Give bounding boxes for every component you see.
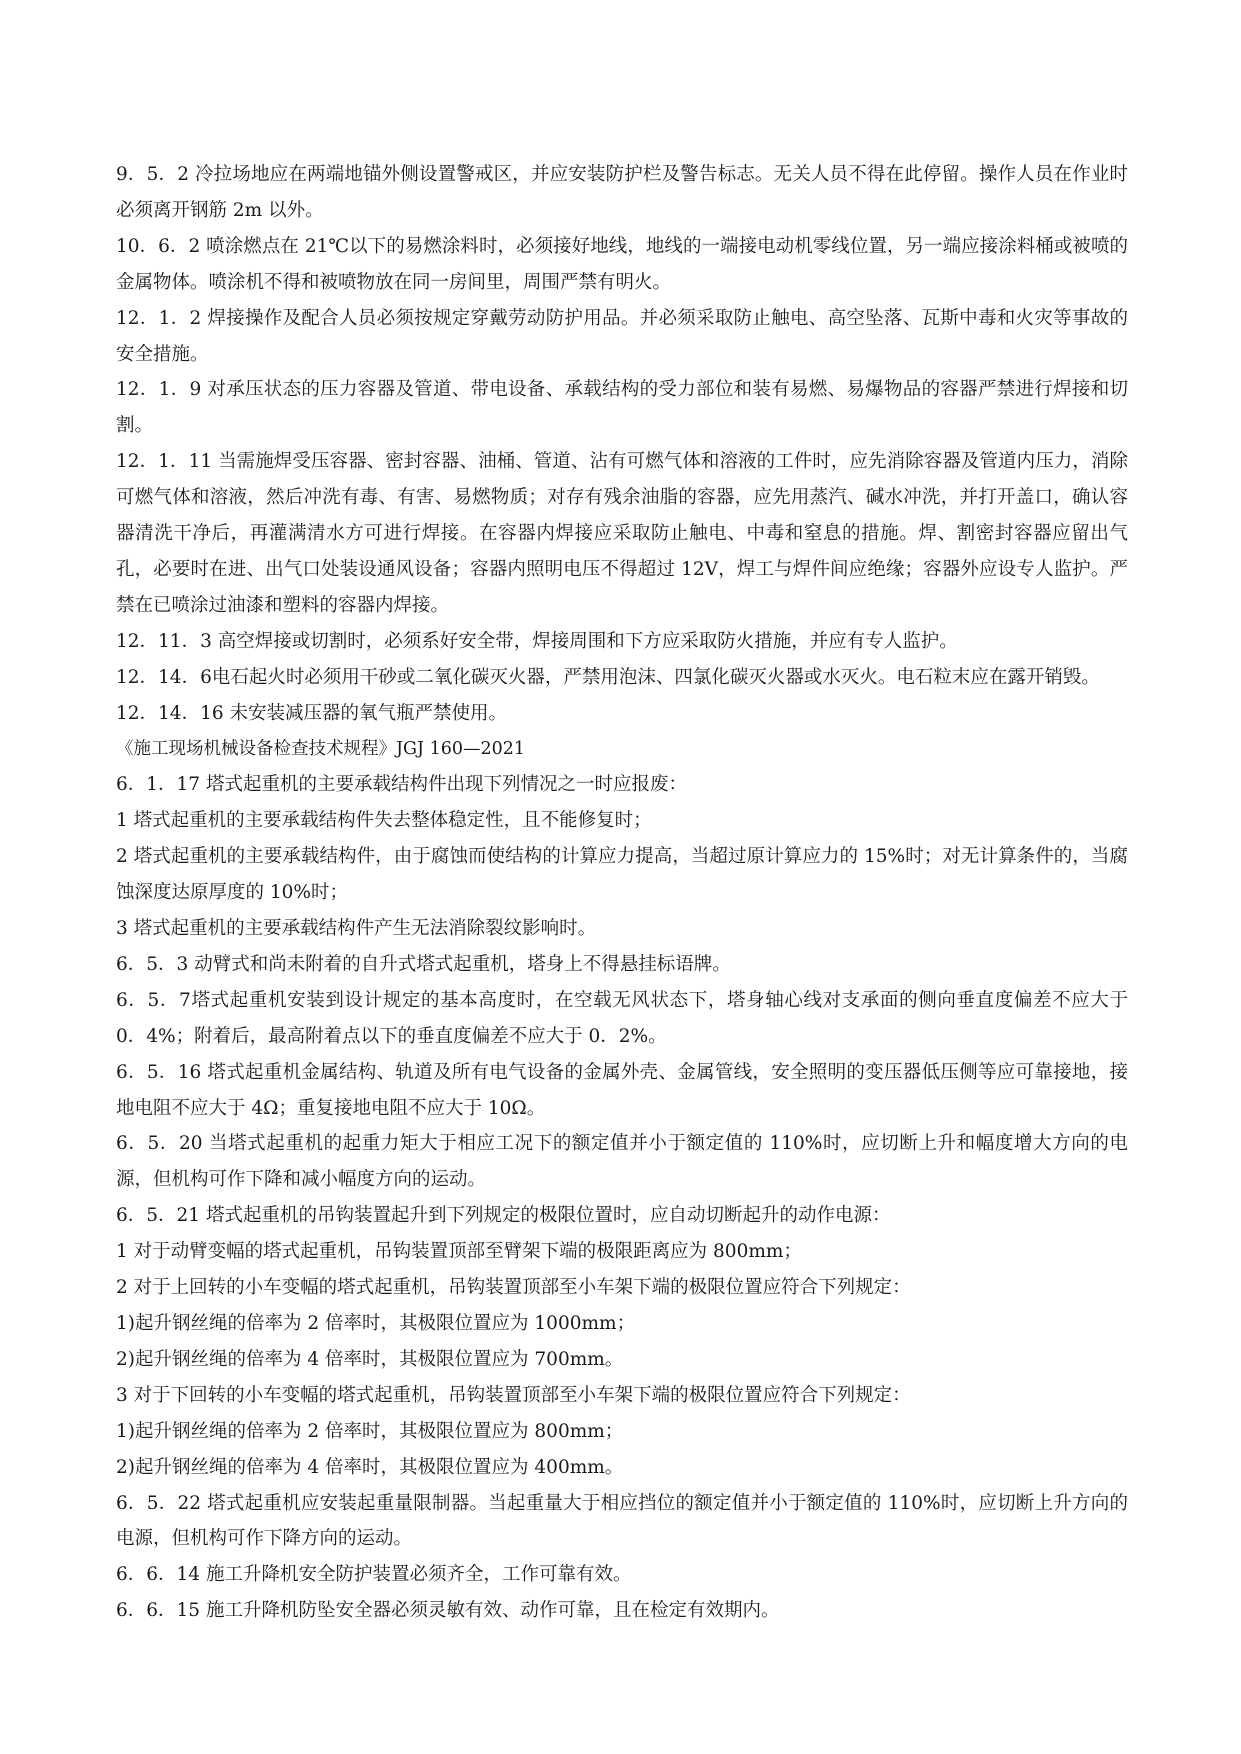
clause-6-1-17: 6．1．17 塔式起重机的主要承载结构件出现下列情况之一时应报废：: [116, 774, 687, 796]
clause-12-14-6: 12．14．6电石起火时必须用干砂或二氧化碳灭火器，严禁用泡沫、四氯化碳灭火器或水灭火。电石粒末应在露开销毁。: [116, 666, 1100, 688]
clause-12-14-16: 12．14．16 未安装减压器的氧气瓶严禁使用。: [116, 702, 508, 724]
clause-6-5-21-item-2-2: 2)起升钢丝绳的倍率为 4 倍率时，其极限位置应为 700mm。: [116, 1348, 624, 1370]
clause-6-5-16: 6．5．16 塔式起重机金属结构、轨道及所有电气设备的金属外壳、金属管线，安全照明的变压器低压侧等应可靠接地，接地电阻不应大于 4Ω；重复接地电阻不应大于 10Ω。: [116, 1061, 1128, 1119]
clause-6-5-22: 6．5．22 塔式起重机应安装起重量限制器。当起重量大于相应挡位的额定值并小于额定值的 110%时，应切断上升方向的电源，但机构可作下降方向的运动。: [116, 1492, 1128, 1550]
clause-6-1-17-item-1: 1 塔式起重机的主要承载结构件失去整体稳定性，且不能修复时；: [116, 810, 652, 832]
clause-9-5-2: 9．5．2 冷拉场地应在两端地锚外侧设置警戒区，并应安装防护栏及警告标志。无关人员不得在此停留。操作人员在作业时必须离开钢筋 2m 以外。: [116, 164, 1128, 221]
clause-12-11-3: 12．11．3 高空焊接或切割时，必须系好安全带，焊接周围和下方应采取防火措施，并应有专人监护。: [116, 630, 958, 652]
clause-6-5-21: 6．5．21 塔式起重机的吊钩装置起升到下列规定的极限位置时，应自动切断起升的动作电源：: [116, 1205, 891, 1227]
clause-6-5-21-item-2: 2 对于上回转的小车变幅的塔式起重机，吊钩装置顶部至小车架下端的极限位置应符合下列规定：: [116, 1277, 911, 1299]
clause-6-6-14: 6．6．14 施工升降机安全防护装置必须齐全，工作可靠有效。: [116, 1564, 632, 1586]
clause-6-1-17-item-2: 2 塔式起重机的主要承载结构件，由于腐蚀而使结构的计算应力提高，当超过原计算应力的 15%时；对无计算条件的，当腐蚀深度达原厚度的 10%时；: [116, 846, 1128, 904]
clause-6-1-17-item-3: 3 塔式起重机的主要承载结构件产生无法消除裂纹影响时。: [116, 918, 597, 940]
clause-12-1-9: 12．1．9 对承压状态的压力容器及管道、带电设备、承载结构的受力部位和装有易燃、易爆物品的容器严禁进行焊接和切割。: [116, 379, 1128, 437]
clause-6-5-7: 6．5．7塔式起重机安装到设计规定的基本高度时，在空载无风状态下，塔身轴心线对支承面的侧向垂直度偏差不应大于 0．4%；附着后，最高附着点以下的垂直度偏差不应大于 0．2%。: [116, 989, 1128, 1047]
clause-6-5-21-item-1: 1 对于动臂变幅的塔式起重机，吊钩装置顶部至臂架下端的极限距离应为 800mm；: [116, 1241, 802, 1263]
clause-10-6-2: 10．6．2 喷涂燃点在 21℃以下的易燃涂料时，必须接好地线，地线的一端接电动机零线位置，另一端应接涂料桶或被喷的金属物体。喷涂机不得和被喷物放在同一房间里，周围严禁有明火。: [116, 235, 1128, 293]
clause-12-1-2: 12．1．2 焊接操作及配合人员必须按规定穿戴劳动防护用品。并必须采取防止触电、高空坠落、瓦斯中毒和火灾等事故的安全措施。: [116, 307, 1128, 365]
clause-6-6-15: 6．6．15 施工升降机防坠安全器必须灵敏有效、动作可靠，且在检定有效期内。: [116, 1600, 780, 1622]
clause-6-5-21-item-3-1: 1)起升钢丝绳的倍率为 2 倍率时，其极限位置应为 800mm；: [116, 1420, 624, 1442]
document-body: [116, 157, 1128, 1629]
clause-6-5-3: 6．5．3 动臂式和尚未附着的自升式塔式起重机，塔身上不得悬挂标语牌。: [116, 953, 731, 975]
clause-6-5-20: 6．5．20 当塔式起重机的起重力矩大于相应工况下的额定值并小于额定值的 110%时，应切断上升和幅度增大方向的电源，但机构可作下降和减小幅度方向的运动。: [116, 1133, 1128, 1191]
clause-12-1-11: 12．1．11 当需施焊受压容器、密封容器、油桶、管道、沾有可燃气体和溶液的工件时，应先消除容器及管道内压力，消除可燃气体和溶液，然后冲洗有毒、有害、易燃物质；对存有残余油脂的容器，应先用蒸汽、碱水冲洗，并打开盖口，确认容器清洗干净后，再灌满清水方可进行焊接。在容器内焊接应采取防止触电、中毒和窒息的措施。焊、割密封容器应留出气孔，必要时在进、出气口处装设通风设备；容器内照明电压不得超过 12V，焊工与焊件间应绝缘；容器外应设专人监护。严禁在已喷涂过油漆和塑料的容器内焊接。: [116, 451, 1128, 616]
clause-6-5-21-item-3: 3 对于下回转的小车变幅的塔式起重机，吊钩装置顶部至小车架下端的极限位置应符合下列规定：: [116, 1384, 911, 1406]
clause-6-5-21-item-2-1: 1)起升钢丝绳的倍率为 2 倍率时，其极限位置应为 1000mm；: [116, 1313, 636, 1334]
clause-6-5-21-item-3-2: 2)起升钢丝绳的倍率为 4 倍率时，其极限位置应为 400mm。: [116, 1456, 624, 1478]
standard-title: 《施工现场机械设备检查技术规程》JGJ 160—2021: [116, 738, 526, 759]
